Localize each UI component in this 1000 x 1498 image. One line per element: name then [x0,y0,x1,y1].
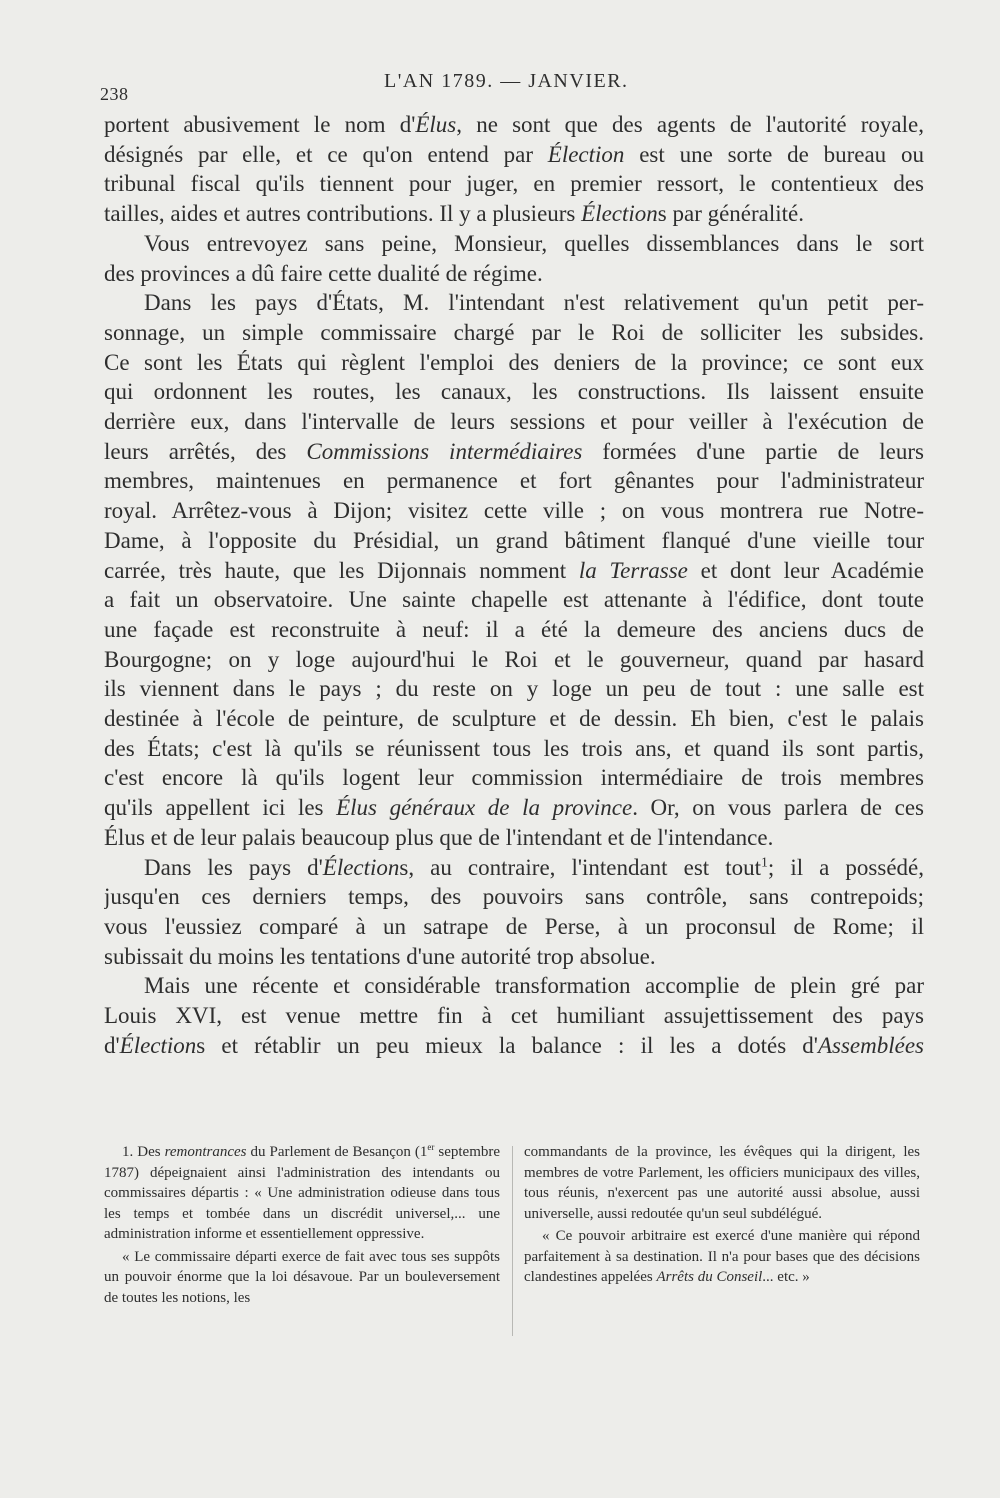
running-head: L'AN 1789. — JANVIER. [384,70,629,92]
body-line: portent abusivement le nom d'Élus, ne sont que des agents de l'autorité royale, [104,112,924,137]
body-line: Louis XVI, est venue mettre fin à cet humiliant assujettissement des pays [104,1003,924,1029]
body-line: qu'ils appellent ici les Élus généraux de la province. Or, on vous parlera de ces [104,795,924,821]
body-line: Bourgogne; on y loge aujourd'hui le Roi et le gouverneur, quand par hasard [104,646,924,672]
body-line: membres, maintenues en permanence et fort gênantes pour l'administrateur [104,468,924,494]
body-line: une façade est reconstruite à neuf: il a été la demeure des anciens ducs de [104,616,924,642]
body-line: sonnage, un simple commissaire chargé par le Roi de solliciter les subsides. [104,319,924,345]
footnote-paragraph: commandants de la province, les évêques qui la dirigent, les membres de votre Parlement, les officiers municipaux des villes, tous réunis, n'exercent pas une autorité aussi absolue, aussi universelle, aussi redoutée qu'un seul subdélégué. [524,1144,920,1222]
page-header [0,62,1000,102]
body-line: Ce sont les États qui règlent l'emploi des deniers de la province; ce sont eux [104,349,924,375]
body-line: c'est encore là qu'ils logent leur commission intermédiaire de trois membres [104,765,924,791]
footnote-paragraph: « Ce pouvoir arbitraire est exercé d'une manière qui répond parfaitement à sa destination. Il n'a pour bases que des décisions clandestines appelées Arrêts du Conseil... etc. » [524,1228,920,1285]
body-line: des provinces a dû faire cette dualité de régime. [104,260,543,286]
body-line: Dans les pays d'États, M. l'intendant n'est relativement qu'un petit per- [144,290,924,316]
body-line: a fait un observatoire. Une sainte chapelle est attenante à l'édifice, dont toute [104,587,924,613]
footnote-paragraph: 1. Des remontrances du Parlement de Besançon (1er septembre 1787) dépeignaient ainsi l'administration des intendants ou commissaires départis : « Une administration odieuse dans tous les temps et tombée dans un discrédit universel,... une administration informe et essentiellement oppressive. [104,1142,501,1242]
body-line: Vous entrevoyez sans peine, Monsieur, quelles dissemblances dans le sort [144,230,924,256]
body-line: carrée, très haute, que les Dijonnais nomment la Terrasse et dont leur Académie [104,557,924,583]
body-line: tribunal fiscal qu'ils tiennent pour juger, en premier ressort, le contentieux des [104,171,924,197]
column-divider [512,1146,513,1336]
page-number: 238 [100,84,129,104]
body-line: derrière eux, dans l'intervalle de leurs sessions et pour veiller à l'exécution de [104,409,924,435]
body-line: Dame, à l'opposite du Présidial, un grand bâtiment flanqué d'une vieille tour [104,527,924,553]
body-line: tailles, aides et autres contributions. Il y a plusieurs Élections par généralité. [104,201,805,227]
footnote-column-left [104,1142,500,1310]
body-line: des États; c'est là qu'ils se réunissent tous les trois ans, et quand ils sont partis, [104,735,924,761]
body-line: subissait du moins les tentations d'une autorité trop absolue. [104,943,656,969]
body-line: vous l'eussiez comparé à un satrape de Perse, à un proconsul de Rome; il [104,913,924,939]
body-line: Mais une récente et considérable transformation accomplie de plein gré par [144,973,924,999]
body-line: Dans les pays d'Élections, au contraire, l'intendant est tout$^1$; il a possédé, [144,853,924,880]
body-line: royal. Arrêtez-vous à Dijon; visitez cette ville ; on vous montrera rue Notre- [104,498,924,524]
body-line: leurs arrêtés, des Commissions intermédiaires formées d'une partie de leurs [104,438,924,464]
body-line: ils viennent dans le pays ; du reste on y loge un peu de tout : une salle est [104,676,924,702]
body-line: qui ordonnent les routes, les canaux, les constructions. Ils laissent ensuite [104,379,924,405]
footnote-paragraph: « Le commissaire départi exerce de fait avec tous ses suppôts un pouvoir énorme que la loi désavoue. Par un bouleversement de toutes les notions, les [104,1248,500,1306]
body-line: Élus et de leur palais beaucoup plus que de l'intendant et de l'intendance. [104,824,774,850]
body-text [104,110,924,1120]
body-line: désignés par elle, et ce qu'on entend par Élection est une sorte de bureau ou [104,141,924,167]
body-line: d'Élections et rétablir un peu mieux la balance : il les a dotés d'Assemblées [104,1032,924,1058]
body-line: destinée à l'école de peinture, de sculpture et de dessin. Eh bien, c'est le palais [104,706,924,732]
footnotes [104,1142,924,1342]
footnote-column-right [524,1142,920,1290]
body-line: jusqu'en ces derniers temps, des pouvoirs sans contrôle, sans contrepoids; [104,884,924,910]
